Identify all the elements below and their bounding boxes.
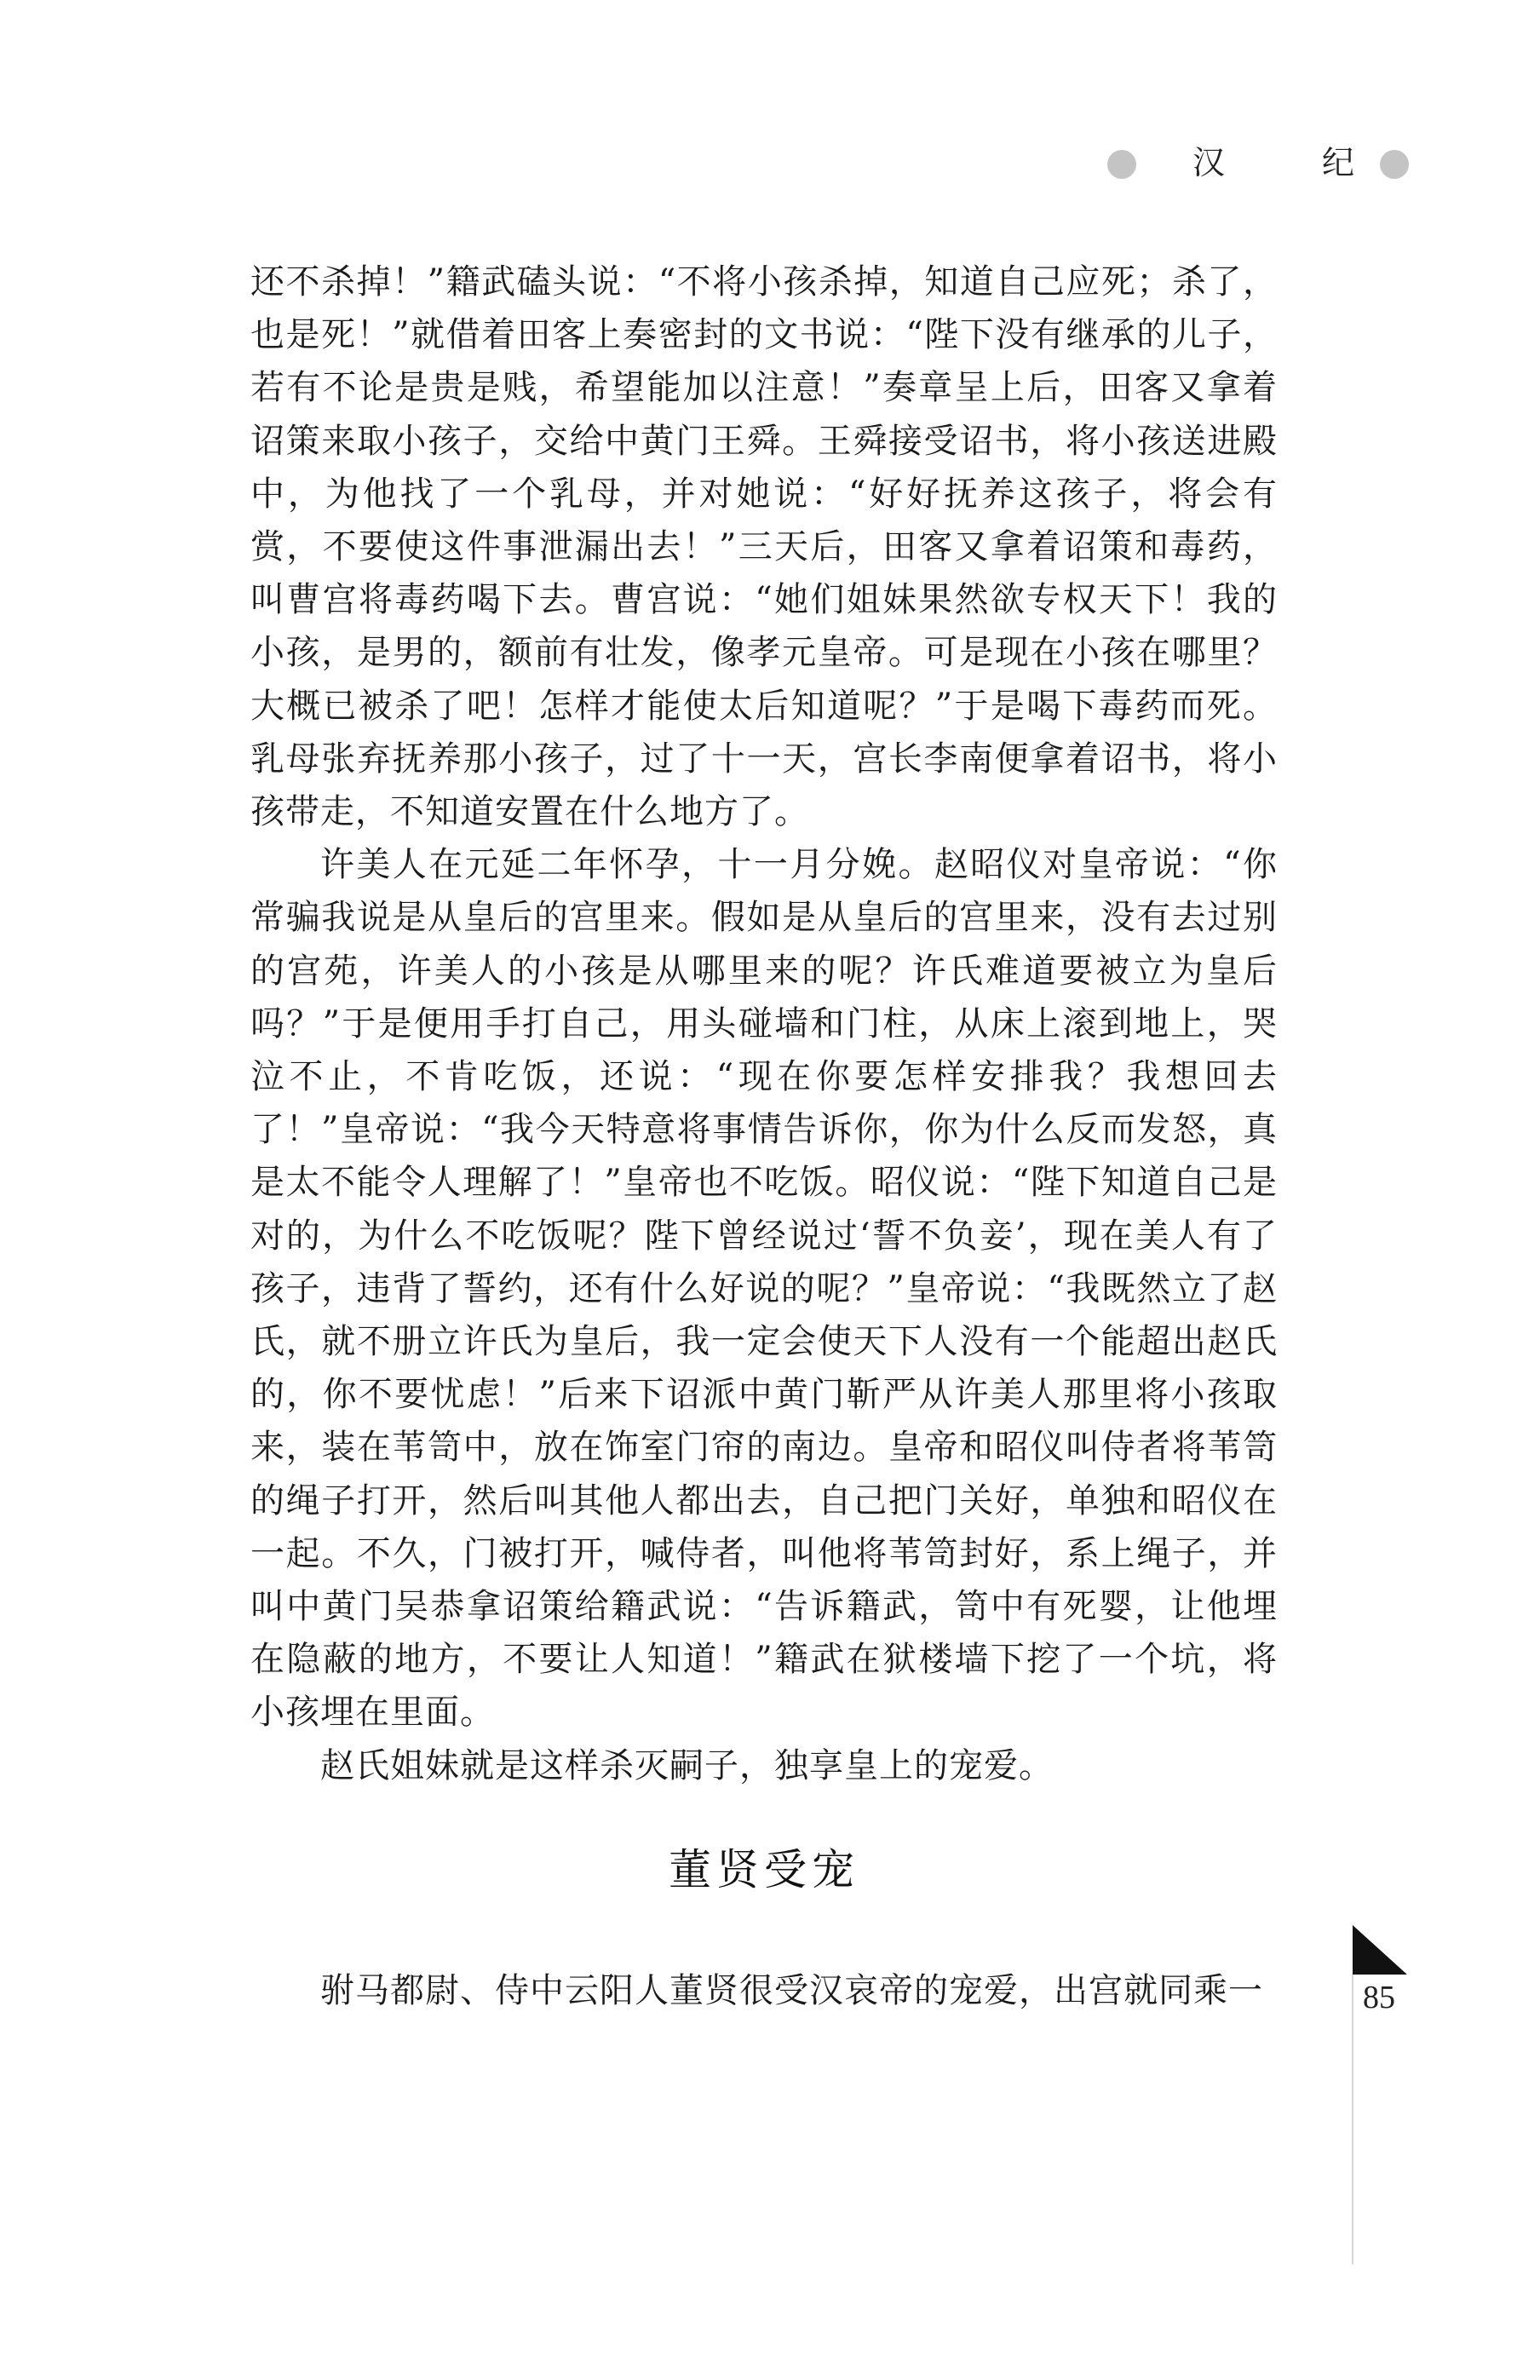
paragraph: 赵氏姐妹就是这样杀灭嗣子，独享皇上的宠爱。	[320, 1745, 1054, 1785]
running-title	[1192, 143, 1354, 182]
paragraph: 驸马都尉、侍中云阳人董贤很受汉哀帝的宠爱，出宫就同乘一	[320, 1971, 1263, 2010]
running-title-char-2: 纪	[1321, 144, 1354, 181]
page-number: 85	[1363, 1980, 1395, 2015]
margin-rule	[1352, 1975, 1353, 2264]
running-title-char-1: 汉	[1192, 144, 1226, 181]
paragraph-continued: 还不杀掉！”籍武磕头说：“不将小孩杀掉，知道自己应死；杀了，也是死！”就借着田客上奏密封的文书说：“陛下没有继承的儿子，若有不论是贵是贱，希望能加以注意！”奏章呈上后，田客又拿着诏策来取小孩子，交给中黄门王舜。王舜接受诏书，将小孩送进殿中，为他找了一个乳母，并对她说：“好好抚养这孩子，将会有赏，不要使这件事泄漏出去！”三天后，田客又拿着诏策和毒药，叫曹宫将毒药喝下去。曹宫说：“她们姐妹果然欲专权天下！我的小孩，是男的，额前有壮发，像孝元皇帝。可是现在小孩在哪里？大概已被杀了吧！怎样才能使太后知道呢？”于是喝下毒药而死。乳母张弃抚养那小孩子，过了十一天，宫长李南便拿着诏书，将小孩带走，不知道安置在什么地方了。	[250, 262, 1278, 832]
running-header	[1107, 143, 1414, 194]
header-dot-left-icon	[1107, 150, 1136, 179]
section-text	[250, 1964, 1278, 2017]
main-text	[250, 256, 1278, 1792]
paragraph: 许美人在元延二年怀孕，十一月分娩。赵昭仪对皇帝说：“你常骗我说是从皇后的宫里来。假如是从皇后的宫里来，没有去过别的宫苑，许美人的小孩是从哪里来的呢？许氏难道要被立为皇后吗？”于是便用手打自己，用头碰墙和门柱，从床上滚到地上，哭泣不止，不肯吃饭，还说：“现在你要怎样安排我？我想回去了！”皇帝说：“我今天特意将事情告诉你，你为什么反而发怒，真是太不能令人理解了！”皇帝也不吃饭。昭仪说：“陛下知道自己是对的，为什么不吃饭呢？陛下曾经说过‘誓不负妾’，现在美人有了孩子，违背了誓约，还有什么好说的呢？”皇帝说：“我既然立了赵氏，就不册立许氏为皇后，我一定会使天下人没有一个能超出赵氏的，你不要忧虑！”后来下诏派中黄门靳严从许美人那里将小孩取来，装在苇笥中，放在饰室门帘的南边。皇帝和昭仪叫侍者将苇笥的绳子打开，然后叫其他人都出去，自己把门关好，单独和昭仪在一起。不久，门被打开，喊侍者，叫他将苇笥封好，系上绳子，并叫中黄门吴恭拿诏策给籍武说：“告诉籍武，笥中有死婴，让他埋在隐蔽的地方，不要让人知道！”籍武在狱楼墙下挖了一个坑，将小孩埋在里面。	[250, 845, 1278, 1733]
page-corner-triangle-icon	[1353, 1925, 1407, 1975]
section-heading: 董贤受宠	[669, 1845, 859, 1894]
header-dot-right-icon	[1380, 150, 1409, 179]
